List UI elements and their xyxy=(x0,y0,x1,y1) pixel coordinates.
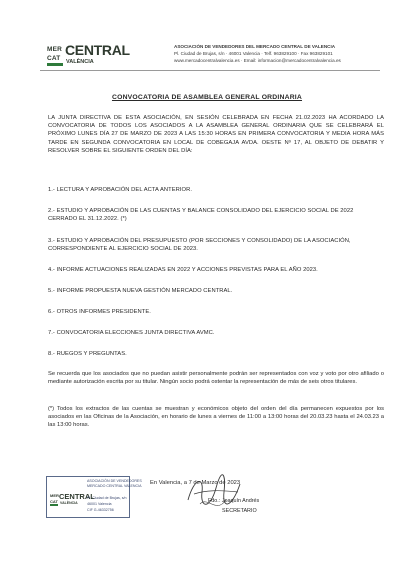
header-address: Pl. Ciudad de Brujas, s/n · 46001 Valencia · Telf. 963829100 · Fax 963829101 xyxy=(174,50,333,56)
signatory-role: SECRETARIO xyxy=(222,508,257,514)
stamp-logo-mer: MER xyxy=(50,493,59,498)
header-contact-block xyxy=(174,44,379,64)
signatory-name: Fdo.: Joaquín Andrés xyxy=(208,498,260,504)
stamp-line-4: 46001 Valencia xyxy=(87,502,112,506)
representation-note: Se recuerda que los asociados que no puedan asistir personalmente podrán ser representados con voz y voto por otro afiliado o mediante autorización escrita por su titular. Ningún socio podrá ostentar la representación de más de seis otros titulares. xyxy=(48,371,384,386)
logo-valencia: VALÈNCIA xyxy=(66,59,94,65)
header-organization: ASOCIACIÓN DE VENDEDORES DEL MERCADO CENTRAL DE VALENCIA xyxy=(174,44,336,49)
stamp-line-3: Pl. Ciudad de Brujas, s/n xyxy=(87,496,127,500)
stamp-logo-central: CENTRAL xyxy=(59,492,95,501)
agenda-item-8: 8.- RUEGOS Y PREGUNTAS. xyxy=(48,351,127,357)
mercat-central-logo xyxy=(47,42,130,72)
agenda-item-4: 4.- INFORME ACTUACIONES REALIZADAS EN 2022 Y ACCIONES PREVISTAS PARA EL AÑO 2023. xyxy=(48,267,318,273)
agenda-item-5: 5.- INFORME PROPUESTA NUEVA GESTIÓN MERCADO CENTRAL. xyxy=(48,288,233,294)
intro-paragraph: LA JUNTA DIRECTIVA DE ESTA ASOCIACIÓN, EN SESIÓN CELEBRADA EN FECHA 21.02.2023 HA ACORDADO LA CONVOCATORIA DE TODOS LOS ASOCIADOS A LA ASAMBLEA GENERAL ORDINARIA QUE SE CELEBRARÁ EL PRÓXIMO LUNES DÍA 27 DE MARZO DE 2023 A LAS 15:30 HORAS EN PRIMERA CONVOCATORIA Y MEDIA HORA MÁS TARDE EN SEGUNDA CONVOCATORIA EN LOCAL DE COBEGAJA AVDA. OESTE Nº 17, AL OBJETO DE DEBATIR Y RESOLVER SOBRE EL SIGUIENTE ORDEN DEL DÍA: xyxy=(48,115,384,154)
agenda-item-1: 1.- LECTURA Y APROBACIÓN DEL ACTA ANTERIOR. xyxy=(48,187,192,193)
document-title: CONVOCATORIA DE ASAMBLEA GENERAL ORDINARIA xyxy=(111,94,303,101)
agenda-item-6: 6.- OTROS INFORMES PRESIDENTE. xyxy=(48,309,151,315)
agenda-item-2: 2.- ESTUDIO Y APROBACIÓN DE LAS CUENTAS Y BALANCE CONSOLIDADO DEL EJERCICIO SOCIAL DE 2022 CERRADO EL 31.12.2022. (*) xyxy=(48,208,354,222)
header-divider xyxy=(40,70,380,71)
agenda-item-3: 3.- ESTUDIO Y APROBACIÓN DEL PRESUPUESTO (POR SECCIONES Y CONSOLIDADO) DE LA ASOCIACIÓN, CORRESPONDIENTE AL EJERCICIO SOCIAL DE 2023. xyxy=(48,238,351,252)
stamp-logo-cat: CAT xyxy=(50,499,58,504)
logo-green-bar xyxy=(47,63,63,66)
stamp-line-5: CIF G-46332756 xyxy=(87,508,114,512)
accounts-note: (*) Todos los extractos de las cuentas se muestran y económicos objeto del orden del día permanecen expuestos por los asociados en las Oficinas de la Asociación, en horario de lunes a viernes de 11:00 a 13:00 horas del 20.03.23 hasta el 24.03.23 a las 13:00 horas. xyxy=(48,406,384,429)
signing-date: En Valencia, a 7 de Marzo de 2023 xyxy=(150,480,241,486)
logo-cat: CAT xyxy=(47,55,61,62)
logo-central: CENTRAL xyxy=(65,42,130,58)
stamp-green-bar xyxy=(50,504,58,506)
agenda-item-7: 7.- CONVOCATORIA ELECCIONES JUNTA DIRECTIVA AVMC. xyxy=(48,330,215,336)
stamp-line-1: ASOCIACIÓN DE VENDEDORES xyxy=(87,479,142,483)
stamp-logo-valencia: VALÈNCIA xyxy=(60,501,78,505)
logo-mer: MER xyxy=(47,46,63,53)
stamp-line-2: MERCADO CENTRAL VALENCIA xyxy=(87,484,142,488)
association-stamp xyxy=(46,476,142,518)
header-web-email: www.mercadocentralvalencia.es · Email: informacion@mercadocentralvalencia.es xyxy=(174,57,341,63)
